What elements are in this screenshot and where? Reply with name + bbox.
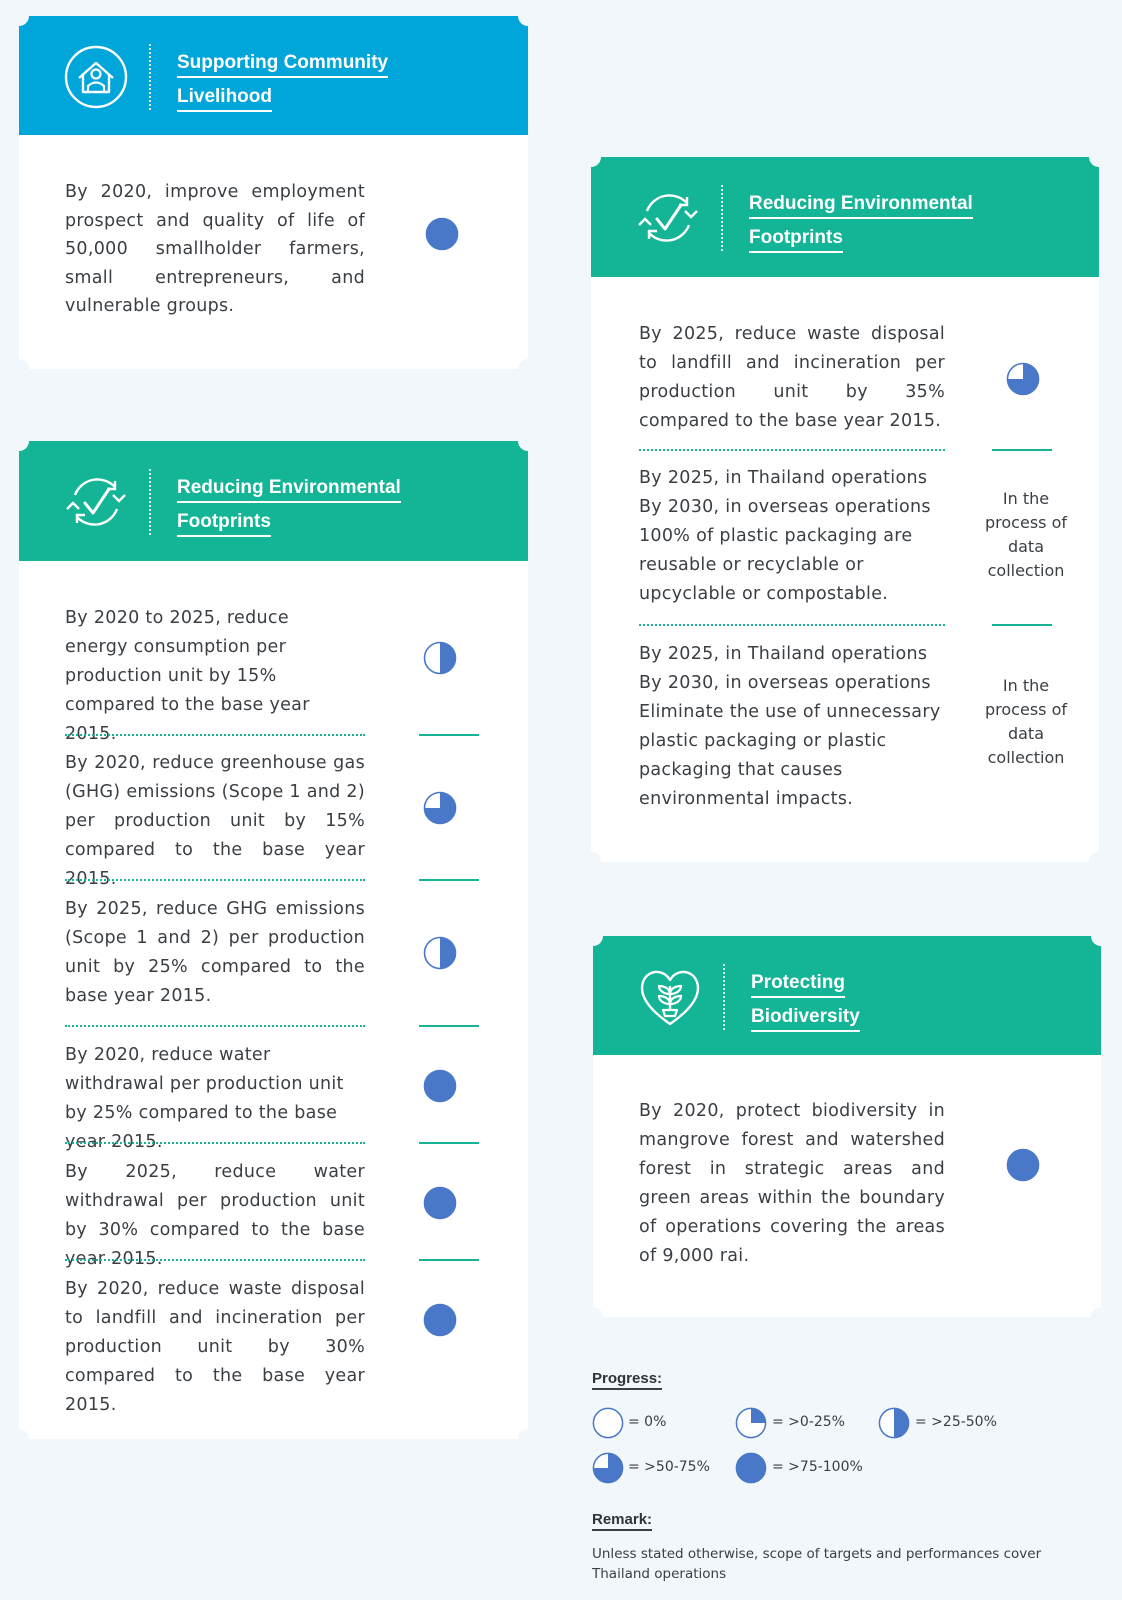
row-dash <box>419 734 479 736</box>
card-title <box>749 187 973 255</box>
card-title-line2: Biodiversity <box>751 1004 860 1032</box>
card-title-line2: Livelihood <box>177 84 272 112</box>
status-note: In the process of data collection <box>985 676 1067 767</box>
header-divider <box>149 44 151 110</box>
target-text: By 2025, in Thailand operations By 2030, in overseas operations 100% of plastic packaging are reusable or recyclable or upcyclable or compostable. <box>639 468 931 604</box>
remark-title: Remark: <box>592 1511 652 1531</box>
progress-indicator <box>1006 1148 1040 1182</box>
card-title-line1: Reducing Environmental <box>177 475 401 503</box>
target-text: By 2020, reduce waste disposal to landfill and incineration per production unit by 30% compared to the base year 2015. <box>65 1279 365 1415</box>
header-divider <box>723 964 725 1030</box>
legend-title: Progress: <box>592 1370 662 1390</box>
card-title-line1: Protecting <box>751 970 845 998</box>
remark-text: Unless stated otherwise, scope of targets and performances cover Thailand operations <box>592 1546 1042 1582</box>
card-env-footprints-right <box>591 157 1099 862</box>
row-separator <box>639 624 945 626</box>
legend-label: = 0% <box>628 1414 667 1430</box>
heart-plant-icon <box>637 964 703 1030</box>
row-separator <box>65 879 365 881</box>
row-separator <box>65 1259 365 1261</box>
row-separator <box>65 1142 365 1144</box>
card-title-line2: Footprints <box>749 225 843 253</box>
legend-label: = >50-75% <box>628 1459 710 1475</box>
legend-icon <box>878 1407 910 1439</box>
row-separator <box>65 734 365 736</box>
header-divider <box>721 185 723 251</box>
target-text: By 2020, reduce greenhouse gas (GHG) emissions (Scope 1 and 2) per production unit by 15% compared to the base year 2015. <box>65 753 365 889</box>
row-separator <box>65 1025 365 1027</box>
header-divider <box>149 469 151 535</box>
house-person-icon <box>63 44 129 110</box>
card-title <box>177 471 401 539</box>
target-text: By 2020 to 2025, reduce energy consumption per production unit by 15% compared to the base year 2015. <box>65 608 310 744</box>
card-protecting-biodiversity <box>593 936 1101 1317</box>
progress-indicator <box>423 1069 457 1103</box>
progress-indicator <box>425 217 459 251</box>
row-dash <box>419 1025 479 1027</box>
card-title-line1: Supporting Community <box>177 50 388 78</box>
row-dash <box>992 449 1052 451</box>
card-community-livelihood <box>19 16 528 369</box>
legend-icon <box>735 1407 767 1439</box>
progress-indicator <box>423 641 457 675</box>
recycle-check-icon <box>63 469 129 535</box>
status-note: In the process of data collection <box>985 489 1067 580</box>
recycle-check-icon <box>635 185 701 251</box>
legend-icon <box>592 1407 624 1439</box>
card-title-line2: Footprints <box>177 509 271 537</box>
card-title <box>177 46 388 114</box>
target-text: By 2025, in Thailand operations By 2030, in overseas operations Eliminate the use of unnecessary plastic packaging or plastic packaging that causes environmental impacts. <box>639 644 941 809</box>
card-env-footprints-left <box>19 441 528 1439</box>
target-text: By 2025, reduce GHG emissions (Scope 1 and 2) per production unit by 25% compared to the base year 2015. <box>65 899 365 1006</box>
card-title <box>751 966 860 1034</box>
progress-indicator <box>423 1186 457 1220</box>
progress-indicator <box>423 791 457 825</box>
row-dash <box>419 1142 479 1144</box>
target-text: By 2025, reduce water withdrawal per production unit by 30% compared to the base year 2015. <box>65 1162 365 1269</box>
legend-icon <box>735 1452 767 1484</box>
row-dash <box>419 879 479 881</box>
row-dash <box>992 624 1052 626</box>
legend-label: = >75-100% <box>772 1459 863 1475</box>
progress-indicator <box>423 1303 457 1337</box>
target-text: By 2020, improve employment prospect and quality of life of 50,000 smallholder farmers, small entrepreneurs, and vulnerable groups. <box>65 182 365 316</box>
legend-label: = >0-25% <box>772 1414 845 1430</box>
progress-indicator <box>423 936 457 970</box>
target-text: By 2020, protect biodiversity in mangrove forest and watershed forest in strategic areas and green areas within the boundary of operations covering the areas of 9,000 rai. <box>639 1101 945 1266</box>
target-text: By 2025, reduce waste disposal to landfill and incineration per production unit by 35% compared to the base year 2015. <box>639 324 945 431</box>
legend-label: = >25-50% <box>915 1414 997 1430</box>
progress-indicator <box>1006 362 1040 396</box>
row-separator <box>639 449 945 451</box>
legend-icon <box>592 1452 624 1484</box>
target-text: By 2020, reduce water withdrawal per production unit by 25% compared to the base year 2015. <box>65 1045 344 1152</box>
card-title-line1: Reducing Environmental <box>749 191 973 219</box>
row-dash <box>419 1259 479 1261</box>
